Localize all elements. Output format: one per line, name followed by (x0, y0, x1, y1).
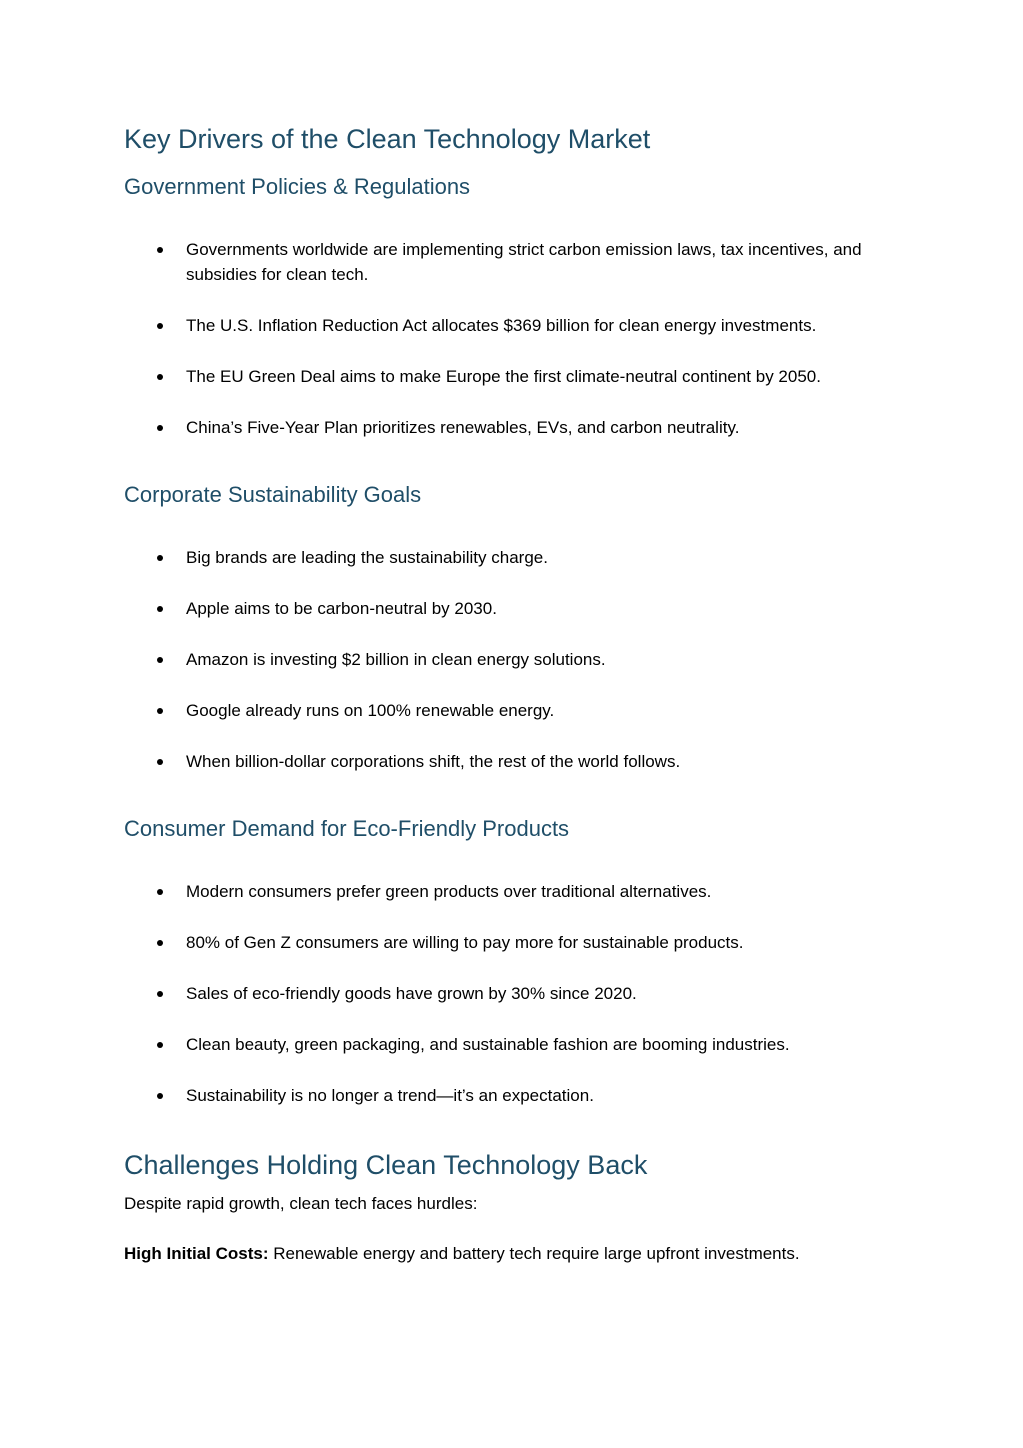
high-initial-costs-label: High Initial Costs: (124, 1244, 269, 1263)
list-item: Clean beauty, green packaging, and sustainable fashion are booming industries. (124, 1032, 924, 1057)
list-item: Big brands are leading the sustainability charge. (124, 545, 924, 570)
government-bullet-list (124, 237, 924, 466)
bullet-icon (157, 606, 163, 612)
bullet-icon (157, 374, 163, 380)
bullet-icon (157, 708, 163, 714)
bullet-icon (157, 889, 163, 895)
section-heading-corporate: Corporate Sustainability Goals (124, 482, 422, 507)
section-heading-consumer: Consumer Demand for Eco-Friendly Products (124, 816, 570, 841)
section-heading-government: Government Policies & Regulations (124, 174, 471, 199)
bullet-icon (157, 323, 163, 329)
consumer-bullet-list (124, 879, 924, 1134)
challenges-title: Challenges Holding Clean Technology Back (124, 1150, 648, 1180)
list-item: The EU Green Deal aims to make Europe the first climate-neutral continent by 2050. (124, 364, 924, 389)
bullet-icon (157, 657, 163, 663)
list-item: Amazon is investing $2 billion in clean energy solutions. (124, 647, 924, 672)
bullet-icon (157, 555, 163, 561)
bullet-icon (157, 759, 163, 765)
high-initial-costs-text: Renewable energy and battery tech require large upfront investments. (268, 1244, 800, 1263)
high-initial-costs-paragraph (124, 1241, 800, 1266)
bullet-icon (157, 247, 163, 253)
challenges-intro: Despite rapid growth, clean tech faces hurdles: (124, 1194, 478, 1213)
bullet-icon (157, 940, 163, 946)
list-item: Google already runs on 100% renewable energy. (124, 698, 924, 723)
bullet-icon (157, 425, 163, 431)
bullet-icon (157, 1042, 163, 1048)
list-item: Modern consumers prefer green products over traditional alternatives. (124, 879, 924, 904)
list-item: Apple aims to be carbon-neutral by 2030. (124, 596, 924, 621)
bullet-icon (157, 1093, 163, 1099)
list-item: The U.S. Inflation Reduction Act allocates $369 billion for clean energy investments. (124, 313, 924, 338)
list-item: China’s Five-Year Plan prioritizes renewables, EVs, and carbon neutrality. (124, 415, 924, 440)
bullet-icon (157, 991, 163, 997)
list-item: Sales of eco-friendly goods have grown by 30% since 2020. (124, 981, 924, 1006)
list-item: Sustainability is no longer a trend—it’s an expectation. (124, 1083, 924, 1108)
main-title: Key Drivers of the Clean Technology Market (124, 124, 651, 154)
corporate-bullet-list (124, 545, 924, 800)
list-item: When billion-dollar corporations shift, the rest of the world follows. (124, 749, 924, 774)
list-item: Governments worldwide are implementing strict carbon emission laws, tax incentives, and subsidies for clean tech. (124, 237, 924, 287)
list-item: 80% of Gen Z consumers are willing to pay more for sustainable products. (124, 930, 924, 955)
